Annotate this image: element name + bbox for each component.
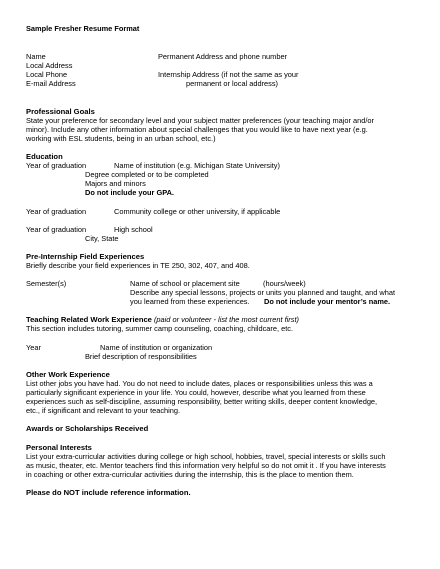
pre-internship-semester: Semester(s) xyxy=(26,279,67,288)
personal-interests-line: as music, theater, etc. Mentor teachers find this information very helpful so do not omit it . If you have interests xyxy=(26,461,386,470)
contact-local-address: Local Address xyxy=(26,61,73,70)
personal-interests-line: in coaching or other extra-curricular activities during the internship, this is the place to mention them. xyxy=(26,470,354,479)
education-grad-year-2: Year of graduation xyxy=(26,207,87,216)
references-note: Please do NOT include reference information. xyxy=(26,488,191,497)
pre-internship-describe-line: Describe any special lessons, projects or units you planned and taught, and what xyxy=(130,288,395,297)
education-institution-2: Community college or other university, if applicable xyxy=(114,207,281,216)
education-majors: Majors and minors xyxy=(85,179,146,188)
teaching-work-description: This section includes tutoring, summer camp counseling, coaching, childcare, etc. xyxy=(26,324,294,333)
other-work-heading: Other Work Experience xyxy=(26,370,110,379)
contact-internship-address: Internship Address (if not the same as your xyxy=(158,70,299,79)
other-work-line: particularly significant experience in your life. You could, however, describe what you learned from these xyxy=(26,388,366,397)
document-title: Sample Fresher Resume Format xyxy=(26,24,140,33)
personal-interests-line: List your extra-curricular activities during college or high school, hobbies, travel, special interests or skills such xyxy=(26,452,386,461)
pre-internship-hours: (hours/week) xyxy=(263,279,306,288)
other-work-line: etc., if significant and relevant to your teaching. xyxy=(26,406,181,415)
professional-goals-line: minor). Include any other information about special challenges that you would like to have next year (e.g. xyxy=(26,125,368,134)
education-city-state: City, State xyxy=(85,234,119,243)
teaching-work-heading-line xyxy=(26,315,299,324)
professional-goals-line: State your preference for secondary level and your subject matter preferences (your teaching major and/or xyxy=(26,116,374,125)
education-heading: Education xyxy=(26,152,63,161)
other-work-line: List other jobs you have had. You do not need to include dates, places or responsibilities unless this was a xyxy=(26,379,373,388)
contact-local-phone: Local Phone xyxy=(26,70,68,79)
contact-internship-address-note: permanent or local address) xyxy=(186,79,279,88)
pre-internship-describe-line: you learned from these experiences. xyxy=(130,297,250,306)
teaching-work-year: Year xyxy=(26,343,41,352)
professional-goals-line: working with ESL students, being in an urban school, etc.) xyxy=(26,134,216,143)
teaching-work-responsibilities: Brief description of responsibilities xyxy=(85,352,197,361)
pre-internship-school: Name of school or placement site xyxy=(130,279,240,288)
teaching-work-institution: Name of institution or organization xyxy=(100,343,213,352)
education-degree: Degree completed or to be completed xyxy=(85,170,209,179)
contact-name: Name xyxy=(26,52,46,61)
personal-interests-heading: Personal Interests xyxy=(26,443,92,452)
professional-goals-heading: Professional Goals xyxy=(26,107,95,116)
pre-internship-mentor-note: Do not include your mentor’s name. xyxy=(264,297,391,306)
education-grad-year-3: Year of graduation xyxy=(26,225,87,234)
other-work-line: experiences such as self-discipline, assuming responsibility, better writing skills, deeper content knowledge, xyxy=(26,397,378,406)
contact-permanent-address: Permanent Address and phone number xyxy=(158,52,288,61)
education-high-school: High school xyxy=(114,225,153,234)
contact-email: E-mail Address xyxy=(26,79,76,88)
pre-internship-heading: Pre-Internship Field Experiences xyxy=(26,252,145,261)
teaching-work-heading: Teaching Related Work Experience xyxy=(26,315,152,324)
education-institution: Name of institution (e.g. Michigan State University) xyxy=(114,161,280,170)
awards-heading: Awards or Scholarships Received xyxy=(26,424,149,433)
pre-internship-description: Briefly describe your field experiences in TE 250, 302, 407, and 408. xyxy=(26,261,250,270)
teaching-work-heading-note: (paid or volunteer - list the most current first) xyxy=(153,315,299,324)
education-grad-year: Year of graduation xyxy=(26,161,87,170)
education-gpa-note: Do not include your GPA. xyxy=(85,188,174,197)
